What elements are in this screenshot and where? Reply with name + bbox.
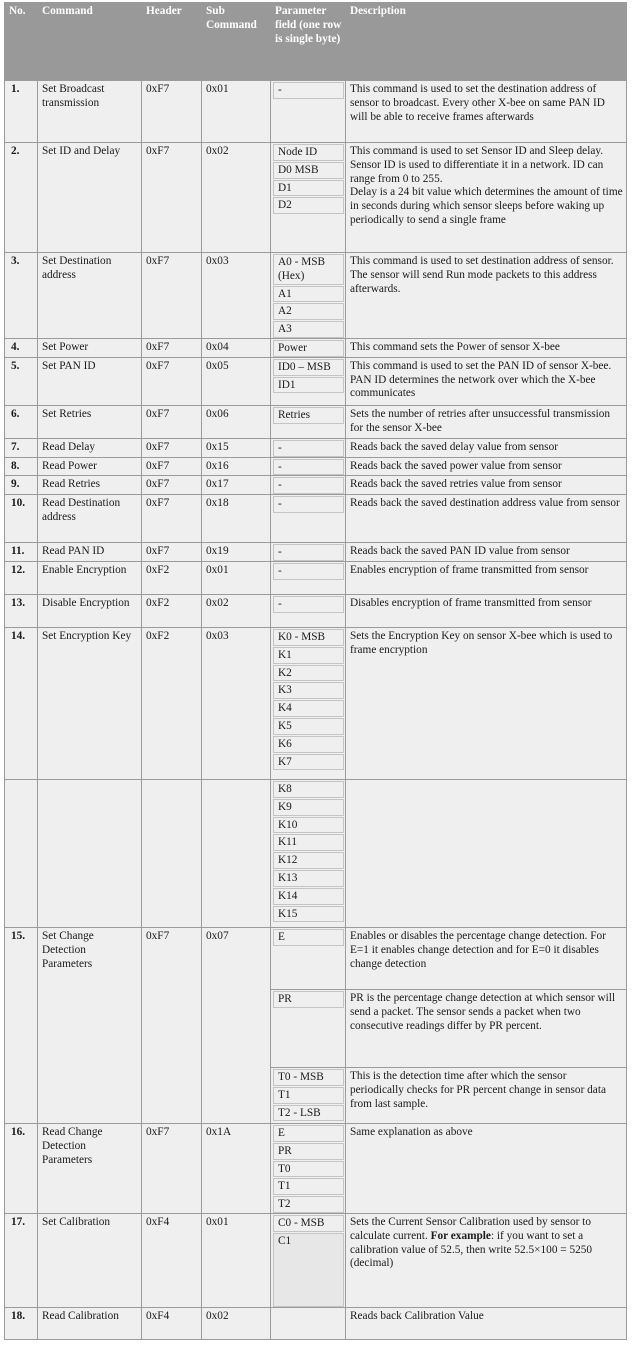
header-byte: 0xF2 — [142, 627, 202, 779]
parameter-fields — [271, 1067, 346, 1123]
parameter-field: K9 — [273, 799, 344, 816]
parameter-field: Power — [273, 340, 344, 357]
parameter-field: T2 - LSB — [273, 1105, 344, 1122]
table-row — [5, 594, 627, 627]
description — [346, 543, 627, 562]
table-row — [5, 476, 627, 495]
sub-command: 0x06 — [202, 405, 271, 438]
parameter-field: K6 — [273, 736, 344, 753]
header-byte: 0xF7 — [142, 405, 202, 438]
parameter-field: K7 — [273, 754, 344, 771]
description-text: Sets the Current Sensor Calibration used by sensor to calculate current. — [350, 1215, 591, 1242]
header-byte: 0xF7 — [142, 543, 202, 562]
sub-command: 0x03 — [202, 627, 271, 779]
header-byte: 0xF7 — [142, 253, 202, 339]
row-number: 16. — [5, 1123, 38, 1213]
description-text: Reads back the saved retries value from sensor — [350, 478, 562, 491]
description-emphasis: For example — [430, 1229, 491, 1242]
parameter-field: K4 — [273, 700, 344, 717]
description-text: This command is used to set Sensor ID and Sleep delay. Sensor ID is used to differentiate it in a network. ID can range from 0 to 255. — [350, 145, 604, 185]
command-name: Set PAN ID — [38, 357, 142, 405]
command-name: Read PAN ID — [38, 543, 142, 562]
table-row — [5, 143, 627, 253]
description-text: Sets the number of retries after unsuccessful transmission for the sensor X-bee — [350, 407, 611, 434]
table-row — [5, 438, 627, 457]
parameter-field: - — [273, 544, 344, 561]
table-row-continued — [5, 779, 627, 927]
parameter-field: A3 — [273, 321, 344, 338]
row-number: 1. — [5, 81, 38, 143]
command-name: Read Delay — [38, 438, 142, 457]
table-row — [5, 357, 627, 405]
description-text: This command is used to set destination address of sensor. The sensor will send Run mode packets to this address afterwards. — [350, 255, 614, 295]
parameter-field: K13 — [273, 870, 344, 887]
col-parameter-header: Parameter field (one row is single byte) — [271, 3, 346, 81]
parameter-fields — [271, 357, 346, 405]
header-byte: 0xF4 — [142, 1307, 202, 1339]
description-text: Enables encryption of frame transmitted from sensor — [350, 563, 589, 576]
parameter-fields — [271, 779, 346, 927]
description — [346, 495, 627, 543]
empty-cell — [202, 779, 271, 927]
parameter-field: K10 — [273, 817, 344, 834]
parameter-field: C0 - MSB — [273, 1215, 344, 1232]
description-text: This command is used to set the PAN ID of sensor X-bee. PAN ID determines the network over which the X-bee communicates — [350, 359, 612, 400]
table-row — [5, 1213, 627, 1307]
table-row — [5, 339, 627, 358]
parameter-field: K3 — [273, 682, 344, 699]
parameter-field: T2 — [273, 1196, 344, 1213]
parameter-fields — [271, 543, 346, 562]
empty-cell — [5, 779, 38, 927]
parameter-fields — [271, 476, 346, 495]
parameter-field: T1 — [273, 1178, 344, 1195]
parameter-field: Retries — [273, 407, 344, 424]
row-number: 14. — [5, 627, 38, 779]
sub-command: 0x05 — [202, 357, 271, 405]
parameter-field: T1 — [273, 1087, 344, 1104]
col-description-header: Description — [346, 3, 627, 81]
table-row — [5, 457, 627, 476]
command-name: Set Destination address — [38, 253, 142, 339]
table-row — [5, 1307, 627, 1339]
parameter-field: C1 — [273, 1233, 344, 1307]
command-name: Read Calibration — [38, 1307, 142, 1339]
parameter-field: - — [273, 440, 344, 457]
row-number: 13. — [5, 594, 38, 627]
description — [346, 339, 627, 358]
parameter-field: E — [273, 929, 344, 946]
row-number: 8. — [5, 457, 38, 476]
parameter-fields — [271, 457, 346, 476]
description-text: This command is used to set the destination address of sensor to broadcast. Every other X-bee on same PAN ID will be able to receive frames afterwards — [350, 83, 605, 123]
parameter-fields — [271, 81, 346, 143]
header-byte: 0xF7 — [142, 476, 202, 495]
description-text: This command sets the Power of sensor X-bee — [350, 341, 560, 353]
row-number: 2. — [5, 143, 38, 253]
sub-command: 0x1A — [202, 1123, 271, 1213]
col-command-header: Command — [38, 3, 142, 81]
sub-command: 0x02 — [202, 594, 271, 627]
sub-command: 0x02 — [202, 143, 271, 253]
parameter-field: ID0 – MSB — [273, 359, 344, 376]
description-text: Same explanation as above — [350, 1125, 473, 1138]
parameter-field: T0 — [273, 1161, 344, 1178]
description — [346, 476, 627, 495]
row-number: 15. — [5, 927, 38, 1123]
parameter-field: D2 — [273, 197, 344, 214]
description — [346, 438, 627, 457]
description — [346, 1213, 627, 1307]
parameter-field: K14 — [273, 888, 344, 905]
row-number: 10. — [5, 495, 38, 543]
command-name: Read Retries — [38, 476, 142, 495]
description-text: Reads back the saved delay value from sensor — [350, 440, 558, 453]
table-row — [5, 253, 627, 339]
row-number: 6. — [5, 405, 38, 438]
description: This is the detection time after which the sensor periodically checks for PR percent change in sensor data from last sample. — [346, 1067, 627, 1123]
header-byte: 0xF2 — [142, 594, 202, 627]
parameter-field: E — [273, 1125, 344, 1142]
description: PR is the percentage change detection at which sensor will send a packet. The sensor sends a packet when two consecutive readings differ by PR percent. — [346, 989, 627, 1067]
row-number: 3. — [5, 253, 38, 339]
description — [346, 253, 627, 339]
parameter-field: K5 — [273, 718, 344, 735]
sub-command: 0x18 — [202, 495, 271, 543]
description-text: Reads back Calibration Value — [350, 1309, 484, 1322]
header-byte: 0xF7 — [142, 143, 202, 253]
parameter-fields — [271, 594, 346, 627]
parameter-field: - — [273, 596, 344, 613]
parameter-fields — [271, 1307, 346, 1339]
parameter-fields — [271, 1123, 346, 1213]
parameter-field: - — [273, 496, 344, 513]
sub-command: 0x04 — [202, 339, 271, 358]
parameter-field: - — [273, 477, 344, 494]
parameter-field: K15 — [273, 906, 344, 923]
description — [346, 1307, 627, 1339]
sub-command: 0x02 — [202, 1307, 271, 1339]
parameter-field: T0 - MSB — [273, 1069, 344, 1086]
header-byte: 0xF7 — [142, 339, 202, 358]
row-number: 11. — [5, 543, 38, 562]
table-row — [5, 81, 627, 143]
parameter-field: Node ID — [273, 144, 344, 161]
parameter-fields — [271, 989, 346, 1067]
description-text: Delay is a 24 bit value which determines the amount of time in seconds during which sensor sleeps before waking up periodically to send a single frame — [350, 186, 623, 226]
table-row — [5, 543, 627, 562]
header-row — [5, 3, 627, 81]
description — [346, 627, 627, 779]
table-row — [5, 561, 627, 594]
parameter-fields — [271, 339, 346, 358]
description — [346, 927, 627, 989]
parameter-field: D1 — [273, 180, 344, 197]
header-byte: 0xF7 — [142, 1123, 202, 1213]
parameter-fields — [271, 438, 346, 457]
parameter-fields — [271, 495, 346, 543]
command-name: Set Calibration — [38, 1213, 142, 1307]
description-text: Enables or disables the percentage change detection. For E=1 it enables change detection and for E=0 it disables change detection — [350, 929, 606, 970]
parameter-field: K8 — [273, 781, 344, 798]
parameter-field: A0 - MSB (Hex) — [273, 254, 344, 285]
header-byte: 0xF7 — [142, 81, 202, 143]
sub-command: 0x01 — [202, 1213, 271, 1307]
row-number: 9. — [5, 476, 38, 495]
parameter-field: PR — [273, 1143, 344, 1160]
parameter-field: K11 — [273, 834, 344, 851]
sub-command: 0x17 — [202, 476, 271, 495]
table-row — [5, 1123, 627, 1213]
empty-cell — [346, 779, 627, 927]
description-text: Disables encryption of frame transmitted from sensor — [350, 596, 592, 609]
header-byte: 0xF7 — [142, 438, 202, 457]
row-number: 18. — [5, 1307, 38, 1339]
description — [346, 143, 627, 253]
parameter-field: - — [273, 459, 344, 476]
description — [346, 405, 627, 438]
row-number: 17. — [5, 1213, 38, 1307]
command-name: Set Encryption Key — [38, 627, 142, 779]
parameter-field: A2 — [273, 303, 344, 320]
sub-command: 0x19 — [202, 543, 271, 562]
parameter-field: K12 — [273, 852, 344, 869]
col-sub-command-header: Sub Command — [202, 3, 271, 81]
parameter-fields — [271, 253, 346, 339]
parameter-field: PR — [273, 991, 344, 1008]
parameter-field: K2 — [273, 665, 344, 682]
empty-cell — [38, 779, 142, 927]
col-header-header: Header — [142, 3, 202, 81]
command-name: Set ID and Delay — [38, 143, 142, 253]
sub-command: 0x15 — [202, 438, 271, 457]
parameter-field: K1 — [273, 647, 344, 664]
command-name: Set Power — [38, 339, 142, 358]
description-text: Reads back the saved destination address value from sensor — [350, 497, 620, 510]
description — [346, 561, 627, 594]
row-number: 7. — [5, 438, 38, 457]
command-name: Set Retries — [38, 405, 142, 438]
parameter-field: A1 — [273, 286, 344, 303]
parameter-fields — [271, 405, 346, 438]
command-name: Read Change Detection Parameters — [38, 1123, 142, 1213]
header-byte: 0xF4 — [142, 1213, 202, 1307]
description — [346, 1123, 627, 1213]
parameter-fields — [271, 627, 346, 779]
command-name: Read Destination address — [38, 495, 142, 543]
command-name: Set Broadcast transmission — [38, 81, 142, 143]
parameter-field: - — [273, 82, 344, 99]
description — [346, 594, 627, 627]
description — [346, 457, 627, 476]
description-text: Reads back the saved power value from sensor — [350, 459, 562, 472]
header-byte: 0xF7 — [142, 357, 202, 405]
command-name: Set Change Detection Parameters — [38, 927, 142, 1123]
description — [346, 81, 627, 143]
parameter-fields — [271, 927, 346, 989]
sub-command: 0x16 — [202, 457, 271, 476]
header-byte: 0xF2 — [142, 561, 202, 594]
header-byte: 0xF7 — [142, 927, 202, 1123]
parameter-field: D0 MSB — [273, 162, 344, 179]
row-number: 4. — [5, 339, 38, 358]
parameter-field: ID1 — [273, 377, 344, 394]
parameter-fields — [271, 143, 346, 253]
description-text: : if you want to set a calibration value of 52.5, then write 52.5×100 = 5250 (decimal) — [350, 1229, 593, 1270]
table-row — [5, 405, 627, 438]
description-text: Reads back the saved PAN ID value from sensor — [350, 545, 570, 558]
parameter-fields — [271, 1213, 346, 1307]
header-byte: 0xF7 — [142, 457, 202, 476]
command-name: Disable Encryption — [38, 594, 142, 627]
col-no-header: No. — [5, 3, 38, 81]
description-text: Sets the Encryption Key on sensor X-bee which is used to frame encryption — [350, 629, 613, 656]
sub-command: 0x01 — [202, 561, 271, 594]
row-number: 12. — [5, 561, 38, 594]
table-row — [5, 495, 627, 543]
command-table — [4, 2, 627, 1340]
sub-command: 0x03 — [202, 253, 271, 339]
empty-cell — [142, 779, 202, 927]
description — [346, 357, 627, 405]
parameter-field: K0 - MSB — [273, 629, 344, 646]
parameter-field: - — [273, 563, 344, 580]
command-name: Read Power — [38, 457, 142, 476]
sub-command: 0x01 — [202, 81, 271, 143]
command-name: Enable Encryption — [38, 561, 142, 594]
table-row — [5, 927, 627, 989]
table-row — [5, 627, 627, 779]
table-body — [5, 81, 627, 1340]
row-number: 5. — [5, 357, 38, 405]
parameter-fields — [271, 561, 346, 594]
sub-command: 0x07 — [202, 927, 271, 1123]
header-byte: 0xF7 — [142, 495, 202, 543]
